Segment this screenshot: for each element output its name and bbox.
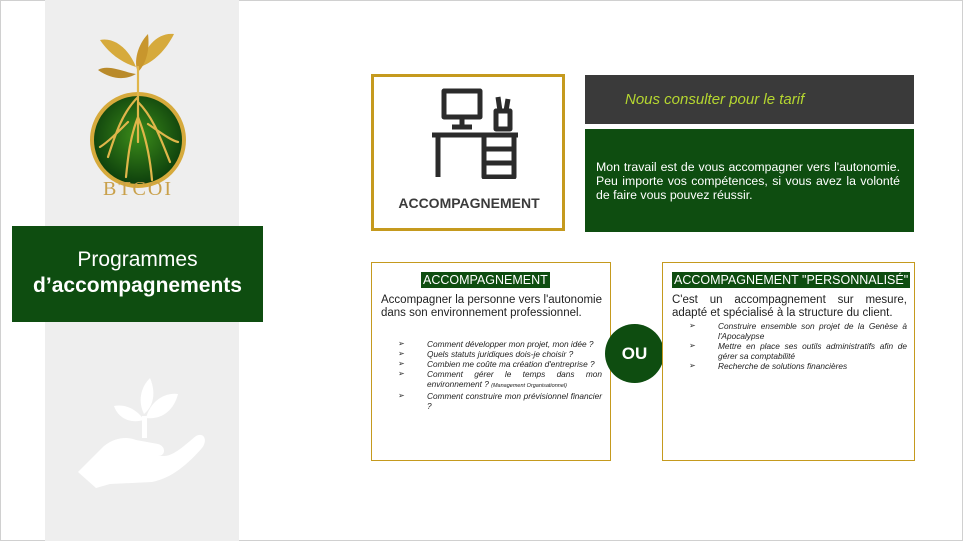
list-item-note: (Management Organisationnel)	[491, 383, 567, 389]
card-intro: Accompagner la personne vers l'autonomie dans son environnement professionnel.	[381, 294, 602, 319]
list-item-text: Quels statuts juridiques dois-je choisir ?	[427, 349, 574, 359]
card-intro: C'est un accompagnement sur mesure, adapté et spécialisé à la structure du client.	[672, 294, 907, 319]
description-box	[585, 129, 914, 232]
hand-sprout-icon	[74, 360, 208, 490]
list-item	[398, 369, 602, 391]
list-item-text: Comment gérer le temps dans mon environnement ?	[427, 369, 602, 389]
list-item	[689, 341, 907, 361]
feature-label: ACCOMPAGNEMENT	[398, 195, 540, 211]
list-item-text: Combien me coûte ma création d'entreprise ?	[427, 359, 595, 369]
arrow-bullet-icon: ➢	[398, 359, 405, 368]
accompagnement-feature-box	[371, 74, 565, 231]
accompagnement-card	[371, 262, 611, 461]
list-item-text: Comment construire mon prévisionnel financier ?	[427, 391, 602, 411]
arrow-bullet-icon: ➢	[689, 341, 696, 350]
programmes-title-box	[12, 226, 263, 322]
desk-computer-icon	[430, 87, 520, 179]
list-item	[398, 349, 602, 359]
list-item	[689, 361, 907, 371]
card-title: ACCOMPAGNEMENT "PERSONNALISÉ"	[674, 273, 909, 287]
arrow-bullet-icon: ➢	[689, 361, 696, 370]
page-title-line1: Programmes	[77, 248, 198, 271]
list-item-text: Recherche de solutions financières	[718, 361, 848, 371]
arrow-bullet-icon: ➢	[689, 321, 696, 330]
arrow-bullet-icon: ➢	[398, 339, 405, 348]
card-bullet-list	[689, 321, 907, 371]
card-bullet-list	[398, 339, 602, 411]
page-title-line2: d’accompagnements	[33, 274, 242, 297]
or-separator: OU	[605, 324, 664, 383]
list-item-text: Comment développer mon projet, mon idée ?	[427, 339, 594, 349]
arrow-bullet-icon: ➢	[398, 391, 405, 400]
card-title: ACCOMPAGNEMENT	[423, 273, 548, 287]
tariff-banner	[585, 75, 914, 124]
arrow-bullet-icon: ➢	[398, 369, 405, 378]
list-item-text: Mettre en place ses outils administratifs afin de gérer sa comptabilité	[718, 341, 907, 361]
logo-text: BTCOI	[103, 178, 173, 200]
accompagnement-personnalise-card	[662, 262, 915, 461]
arrow-bullet-icon: ➢	[398, 349, 405, 358]
list-item	[398, 391, 602, 411]
list-item-text: Construire ensemble son projet de la Genèse à l'Apocalypse	[718, 321, 907, 341]
description-text: Mon travail est de vous accompagner vers l'autonomie. Peu importe vos compétences, si vous avez la volonté de faire vous pouvez réussir.	[596, 160, 900, 202]
list-item	[689, 321, 907, 341]
list-item	[398, 359, 602, 369]
list-item	[398, 339, 602, 349]
tariff-text: Nous consulter pour le tarif	[625, 91, 805, 108]
